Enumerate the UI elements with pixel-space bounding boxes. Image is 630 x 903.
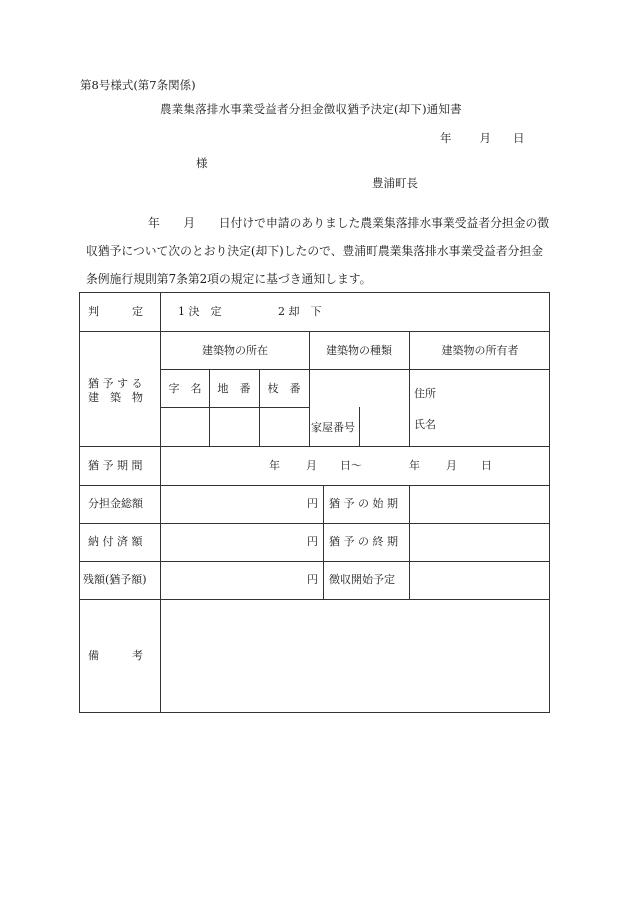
collection-start-label: 徴収開始予定 — [329, 573, 395, 586]
judgement-label: 判 定 — [88, 305, 143, 318]
issuer-name: 豊浦町長 — [372, 176, 418, 190]
total-charge-yen: 円 — [307, 497, 318, 510]
table-rule — [359, 407, 360, 446]
deferral-start-label: 猶 予 の 始 期 — [329, 497, 398, 510]
table-rule — [309, 331, 310, 446]
period-end-day: 日 — [481, 459, 492, 472]
remaining-amount-label: 残額(猶予額) — [83, 573, 147, 586]
judgement-option-reject: 2 却 下 — [278, 305, 322, 318]
paid-amount-label: 納 付 済 額 — [88, 535, 143, 548]
period-start-year: 年 — [269, 459, 280, 472]
table-rule — [160, 292, 161, 713]
body-text-line-3: 条例施行規則第7条第2項の規定に基づき通知します。 — [86, 272, 372, 286]
period-start-day: 日〜 — [340, 459, 362, 472]
table-rule — [79, 561, 550, 562]
paid-amount-yen: 円 — [307, 535, 318, 548]
table-rule — [79, 331, 550, 332]
remarks-label: 備 考 — [88, 649, 143, 662]
table-rule — [79, 446, 550, 447]
building-owner-header: 建築物の所有者 — [441, 344, 519, 357]
remaining-amount-yen: 円 — [307, 573, 318, 586]
issue-date-year: 年 — [440, 131, 452, 145]
table-rule — [160, 407, 309, 408]
building-type-header: 建築物の種類 — [326, 344, 392, 357]
table-rule — [79, 485, 550, 486]
table-rule — [259, 369, 260, 446]
total-charge-label: 分担金総額 — [88, 497, 143, 510]
owner-name-label: 氏名 — [414, 418, 436, 431]
building-row-label-line-2: 建 築 物 — [88, 391, 143, 404]
period-start-month: 月 — [306, 459, 317, 472]
table-rule — [409, 331, 410, 446]
body-text-line-1: 年 月 日付けで申請のありました農業集落排水事業受益者分担金の徴 — [148, 216, 550, 230]
addressee-suffix: 様 — [196, 156, 208, 170]
aza-name-header: 字 名 — [168, 382, 202, 395]
table-rule — [323, 485, 324, 599]
edaban-header: 枝 番 — [267, 382, 301, 395]
chiban-header: 地 番 — [217, 382, 251, 395]
deferral-end-label: 猶 予 の 終 期 — [329, 535, 398, 548]
issue-date — [440, 133, 525, 145]
table-rule — [79, 599, 550, 600]
building-location-header: 建築物の所在 — [202, 344, 268, 357]
table-rule — [409, 485, 410, 599]
body-text-line-2: 収猶予について次のとおり決定(却下)したので、豊浦町農業集落排水事業受益者分担金 — [86, 244, 544, 258]
building-row-label-line-1: 猶 予 す る — [88, 377, 143, 390]
issue-date-month: 月 — [479, 131, 491, 145]
document-title: 農業集落排水事業受益者分担金徴収猶予決定(却下)通知書 — [160, 102, 462, 116]
judgement-option-approve: 1 決 定 — [178, 305, 222, 318]
period-end-month: 月 — [446, 459, 457, 472]
table-rule — [160, 369, 550, 370]
period-end-year: 年 — [409, 459, 420, 472]
house-number-label: 家屋番号 — [311, 421, 355, 434]
table-rule — [209, 369, 210, 446]
table-rule — [79, 523, 550, 524]
form-number: 第8号様式(第7条関係) — [80, 78, 196, 92]
deferral-period-label: 猶 予 期 間 — [88, 459, 143, 472]
owner-address-label: 住所 — [414, 387, 436, 400]
issue-date-day: 日 — [513, 131, 525, 145]
